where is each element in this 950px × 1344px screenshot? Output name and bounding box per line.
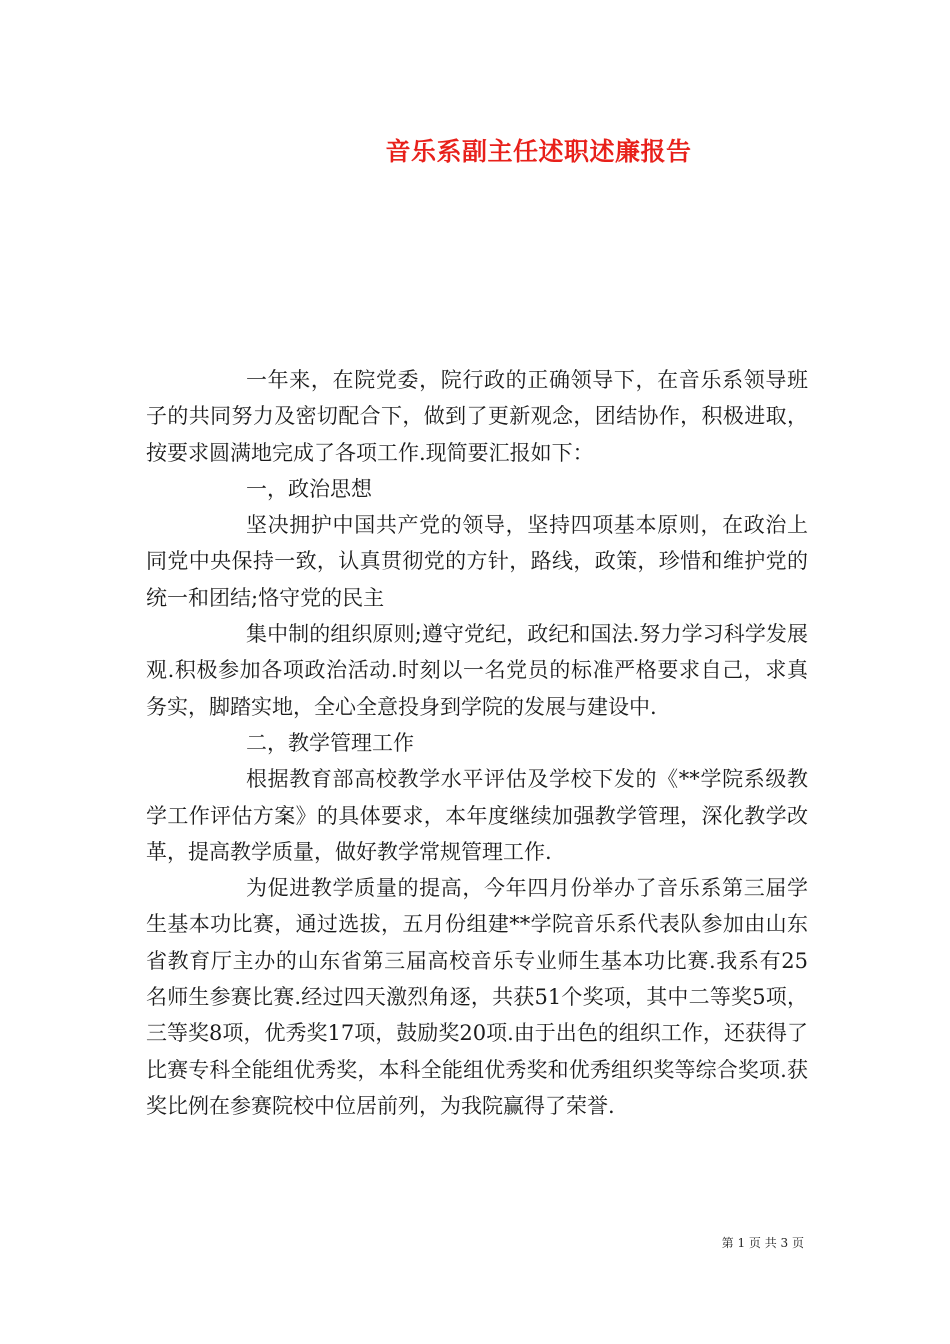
paragraph-intro: 一年来，在院党委，院行政的正确领导下，在音乐系领导班子的共同努力及密切配合下，做到了更新观念，团结协作，积极进取，按要求圆满地完成了各项工作.现简要汇报如下：: [146, 368, 808, 465]
document-title: 音乐系副主任述职述廉报告: [385, 137, 692, 166]
paragraph-political-2: 集中制的组织原则;遵守党纪，政纪和国法.努力学习科学发展观.积极参加各项政治活动.时刻以一名党员的标准严格要求自己，求真务实，脚踏实地，全心全意投身到学院的发展与建设中.: [146, 622, 808, 719]
paragraph-political-1: 坚决拥护中国共产党的领导，坚持四项基本原则，在政治上同党中央保持一致，认真贯彻党的方针，路线，政策，珍惜和维护党的统一和团结;恪守党的民主: [146, 513, 808, 610]
page-number: 第 1 页 共 3 页: [721, 1236, 804, 1250]
section-heading-political: 一，政治思想: [246, 476, 372, 501]
document-body: [146, 362, 808, 1124]
section-heading-teaching: 二，教学管理工作: [246, 730, 414, 755]
paragraph-teaching-1: 根据教育部高校教学水平评估及学校下发的《**学院系级教学工作评估方案》的具体要求，本年度继续加强教学管理，深化教学改革，提高教学质量，做好教学常规管理工作.: [146, 767, 808, 864]
paragraph-teaching-2: 为促进教学质量的提高，今年四月份举办了音乐系第三届学生基本功比赛，通过选拔，五月份组建**学院音乐系代表队参加由山东省教育厅主办的山东省第三届高校音乐专业师生基本功比赛.我系有25名师生参赛比赛.经过四天激烈角逐，共获51个奖项，其中二等奖5项，三等奖8项，优秀奖17项，鼓励奖20项.由于出色的组织工作，还获得了比赛专科全能组优秀奖，本科全能组优秀奖和优秀组织奖等综合奖项.获奖比例在参赛院校中位居前列，为我院赢得了荣誉.: [146, 876, 808, 1118]
